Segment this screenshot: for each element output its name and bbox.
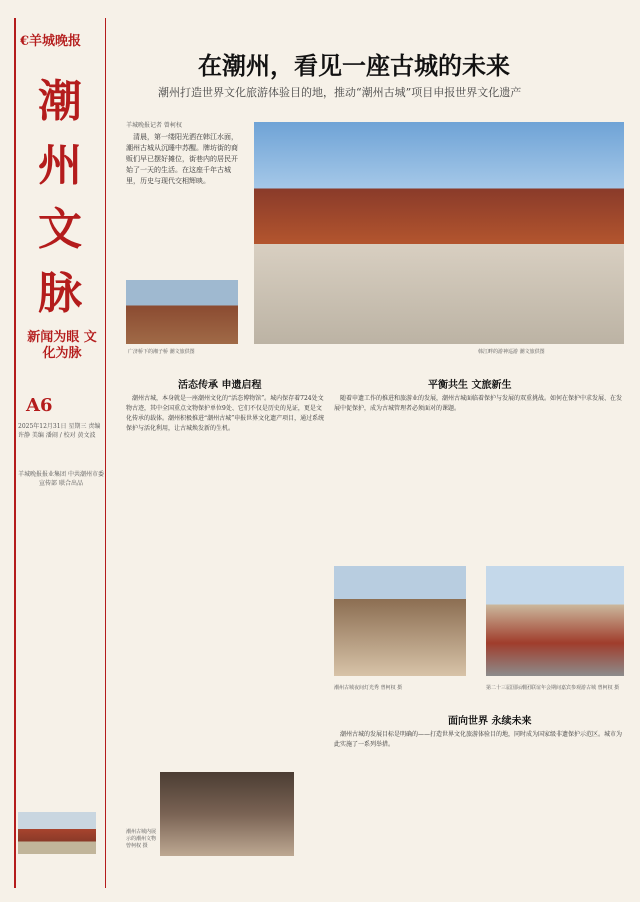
byline: 羊城晚报记者 曾柯权 — [126, 122, 182, 129]
left-photo-caption: 广济桥下的湘子桥 潮文旅供图 — [128, 349, 195, 355]
section-text-2: 随着申遗工作的推进和旅游业的发展，潮州古城面临着保护与发展的双重挑战。如何在保护中求发展、在发展中促保护，成为古城管理者必须面对的课题。 — [334, 395, 623, 412]
bottom-photo — [160, 772, 294, 856]
section-heading-1: 活态传承 申遗启程 — [178, 380, 262, 391]
headline: 在潮州，看见一座古城的未来 — [198, 51, 510, 80]
mid-photo-1 — [334, 566, 466, 676]
lead-paragraph: 清晨，第一缕阳光洒在韩江水面，潮州古城从沉睡中苏醒。牌坊街的商贩们早已摆好摊位，街巷内的居民开始了一天的生活。在这座千年古城里，历史与现代交相辉映。 — [126, 133, 238, 185]
newspaper-brand: €羊城晚报 — [20, 34, 82, 49]
publisher-info: 羊城晚报报业集团 中共潮州市委宣传部 联合出品 — [18, 471, 104, 487]
section-text-1: 潮州古城，本身就是一座潮州文化的“活态博物馆”。城内保存着724处文物古迹，其中全国重点文物保护单位9处、它们不仅是历史的见证，更是文化传承的载体。潮州积极推进“潮州古城”申报世界文化遗产项目，通过系统保护与活化利用，让古城焕发新的生机。 — [126, 395, 325, 432]
section-text-3: 潮州古城的发展目标是明确的——打造世界文化旅游体验目的地，同时成为国家级非遗保护示范区。城市为此实施了一系列举措。 — [334, 731, 623, 748]
column-title: 潮州文脉 — [38, 76, 82, 319]
main-photo — [254, 122, 624, 344]
mid-photo-1-caption: 潮州古城夜间灯光秀 曾柯权 摄 — [334, 685, 403, 691]
main-photo-caption: 韩江畔的游神巡游 潮文旅供图 — [478, 349, 545, 355]
column-slogan: 新闻为眼 文化为脉 — [27, 330, 97, 361]
subheadline: 潮州打造世界文化旅游体验目的地，推动“潮州古城”项目申报世界文化遗产 — [158, 86, 522, 99]
sidebar-photo — [18, 812, 96, 854]
page-number: A6 — [26, 395, 53, 416]
article — [118, 0, 630, 902]
section-heading-2: 平衡共生 文旅新生 — [428, 380, 512, 391]
bottom-photo-caption: 潮州古城内展示的潮州文物 曾柯权 摄 — [126, 829, 157, 849]
left-photo — [126, 280, 238, 344]
sidebar — [0, 0, 110, 902]
mid-photo-2-caption: 第二十三届国际潮团联谊年会期间嘉宾参观游古城 曾柯权 摄 — [486, 685, 620, 691]
mid-photo-2 — [486, 566, 624, 676]
section-heading-3: 面向世界 永续未来 — [448, 716, 532, 727]
issue-meta: 2025年12月31日 星期三 责编 许静 美编 潘闹 / 校对 黄文波 — [18, 423, 101, 439]
